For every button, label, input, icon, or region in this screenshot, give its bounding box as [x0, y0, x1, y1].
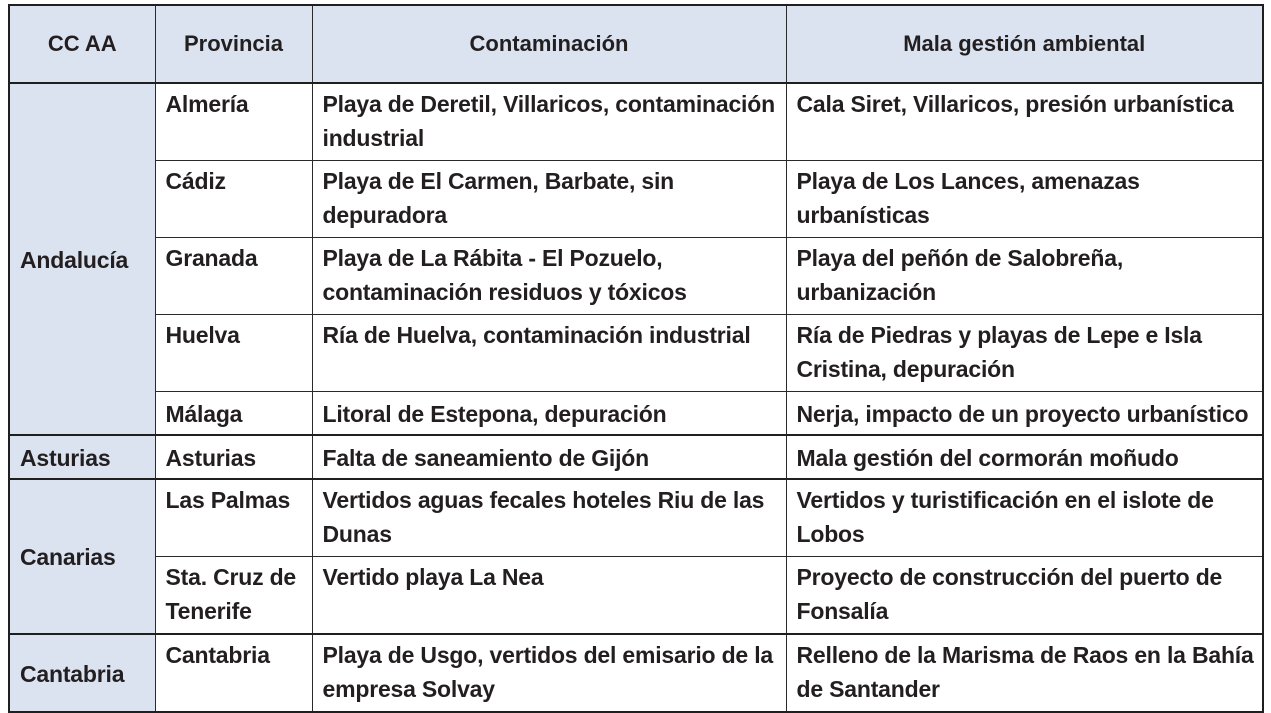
cell-provincia: Cantabria: [155, 634, 312, 712]
header-provincia: Provincia: [155, 5, 312, 83]
cell-contaminacion: Playa de El Carmen, Barbate, sin depuradora: [312, 161, 786, 238]
cell-provincia: Cádiz: [155, 161, 312, 238]
cell-mala-gestion: Playa de Los Lances, amenazas urbanísticas: [786, 161, 1263, 238]
table-row: [9, 557, 1263, 635]
cell-contaminacion: Falta de saneamiento de Gijón: [312, 435, 786, 479]
cell-contaminacion: Playa de Usgo, vertidos del emisario de la empresa Solvay: [312, 634, 786, 712]
cell-mala-gestion: Playa del peñón de Salobreña, urbanización: [786, 238, 1263, 315]
table-row: [9, 161, 1263, 238]
cell-provincia: Huelva: [155, 315, 312, 392]
region-asturias: Asturias: [9, 435, 155, 479]
table-row: [9, 479, 1263, 557]
cell-provincia: Asturias: [155, 435, 312, 479]
cell-provincia: Sta. Cruz de Tenerife: [155, 557, 312, 635]
cell-mala-gestion: Mala gestión del cormorán moñudo: [786, 435, 1263, 479]
table-row: [9, 238, 1263, 315]
cell-contaminacion: Ría de Huelva, contaminación industrial: [312, 315, 786, 392]
cell-contaminacion: Playa de Deretil, Villaricos, contaminación industrial: [312, 83, 786, 161]
table-row: [9, 435, 1263, 479]
cell-mala-gestion: Ría de Piedras y playas de Lepe e Isla Cristina, depuración: [786, 315, 1263, 392]
header-mala-gestion: Mala gestión ambiental: [786, 5, 1263, 83]
header-contaminacion: Contaminación: [312, 5, 786, 83]
region-andalucia: Andalucía: [9, 83, 155, 435]
cell-contaminacion: Vertidos aguas fecales hoteles Riu de las Dunas: [312, 479, 786, 557]
region-cantabria: Cantabria: [9, 634, 155, 712]
cell-mala-gestion: Relleno de la Marisma de Raos en la Bahía de Santander: [786, 634, 1263, 712]
cell-contaminacion: Litoral de Estepona, depuración: [312, 392, 786, 436]
header-row: [9, 5, 1263, 83]
table-row: [9, 83, 1263, 161]
cell-contaminacion: Playa de La Rábita - El Pozuelo, contaminación residuos y tóxicos: [312, 238, 786, 315]
region-canarias: Canarias: [9, 479, 155, 634]
cell-provincia: Las Palmas: [155, 479, 312, 557]
table-row: [9, 315, 1263, 392]
table-row: [9, 392, 1263, 436]
cell-contaminacion: Vertido playa La Nea: [312, 557, 786, 635]
cell-provincia: Málaga: [155, 392, 312, 436]
cell-mala-gestion: Nerja, impacto de un proyecto urbanístico: [786, 392, 1263, 436]
cell-mala-gestion: Cala Siret, Villaricos, presión urbanística: [786, 83, 1263, 161]
environment-table: [8, 4, 1264, 713]
cell-provincia: Granada: [155, 238, 312, 315]
cell-provincia: Almería: [155, 83, 312, 161]
cell-mala-gestion: Proyecto de construcción del puerto de Fonsalía: [786, 557, 1263, 635]
cell-mala-gestion: Vertidos y turistificación en el islote de Lobos: [786, 479, 1263, 557]
table-row: [9, 634, 1263, 712]
header-ccaa: CC AA: [9, 5, 155, 83]
